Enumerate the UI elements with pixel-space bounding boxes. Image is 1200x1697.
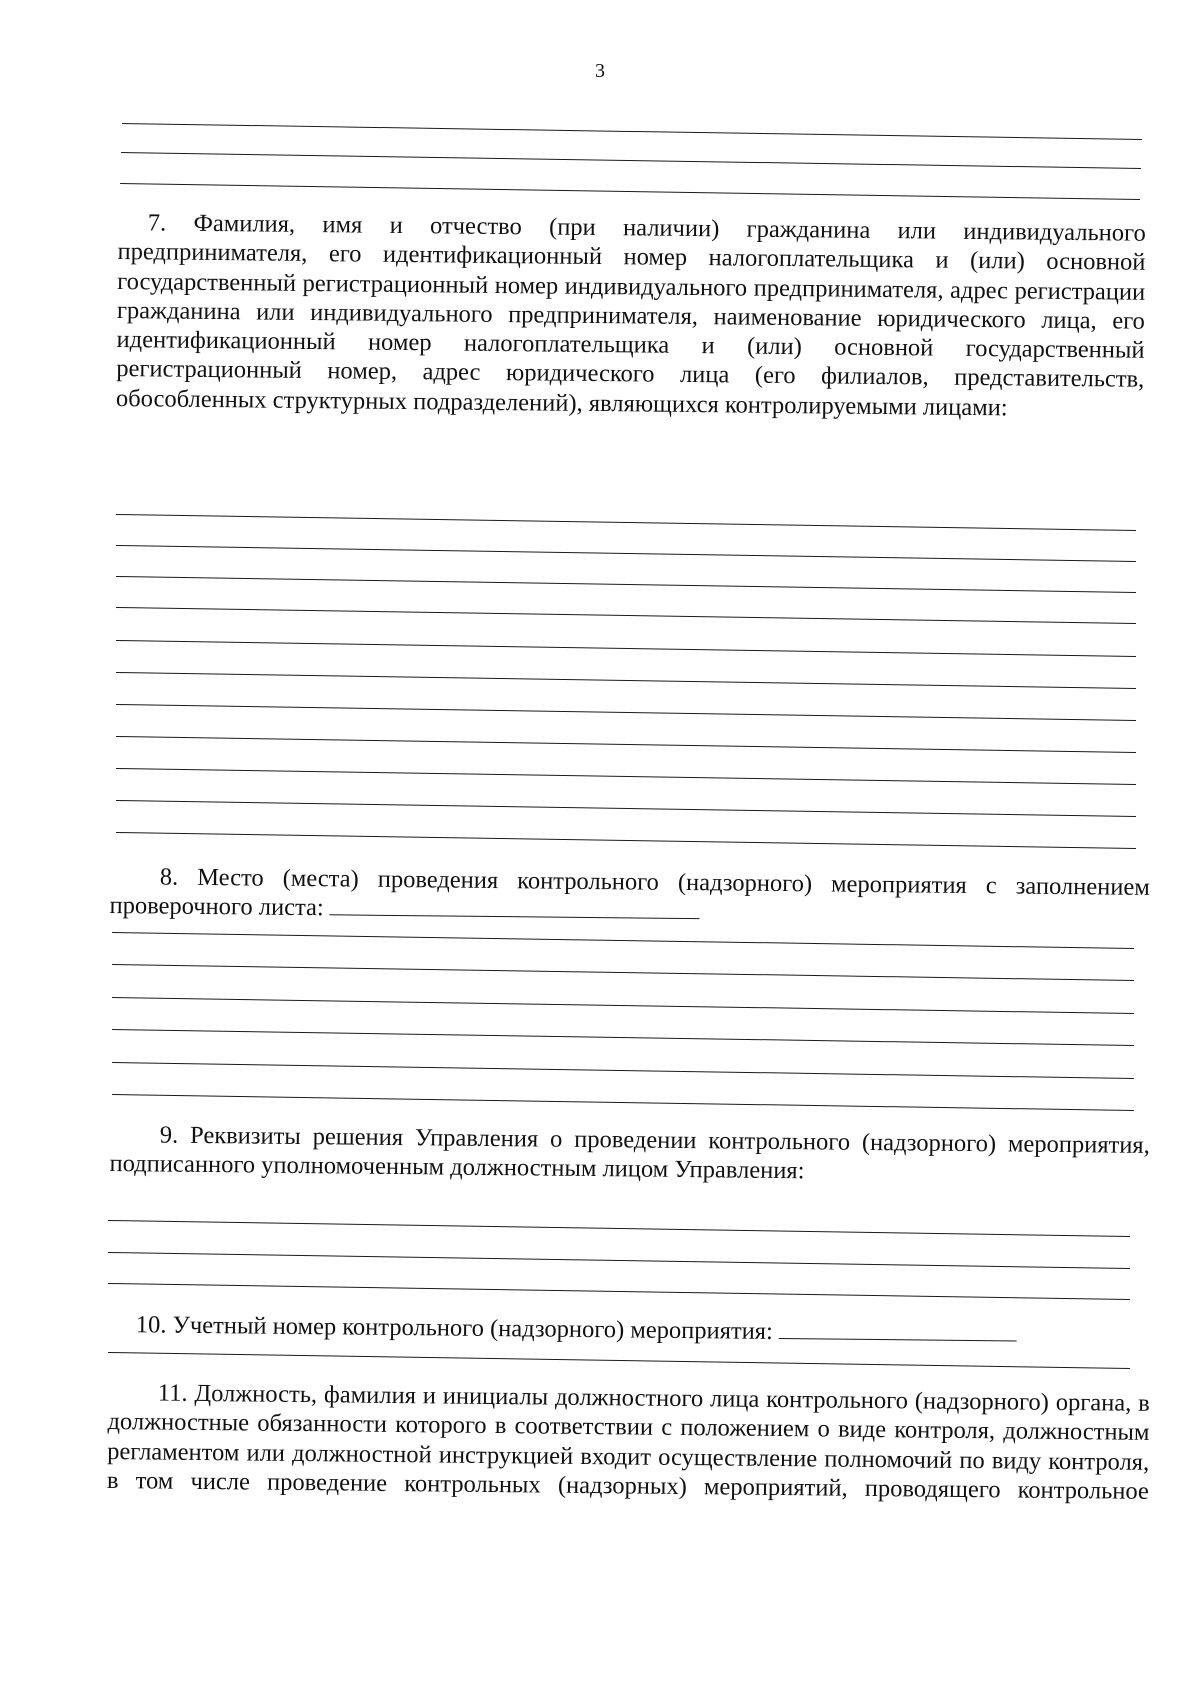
blank-line [120, 183, 1140, 200]
blank-line [116, 832, 1136, 849]
blank-line [112, 1094, 1134, 1111]
blank-line [116, 736, 1136, 753]
blank-line [112, 1062, 1134, 1079]
section-10-label: 10. Учетный номер контрольного (надзорного) мероприятия: [135, 1311, 773, 1345]
blank-line [116, 607, 1136, 624]
blank-line [330, 915, 700, 920]
section-9-text: 9. Реквизиты решения Управления о проведении контрольного (надзорного) мероприятия, подписанного уполномоченным должностным лицом Управления: [109, 1121, 1150, 1185]
blank-line [108, 1283, 1130, 1300]
blank-line [112, 964, 1134, 981]
blank-line [108, 1352, 1130, 1369]
section-10-text [110, 1310, 1150, 1350]
blank-line [112, 932, 1134, 949]
blank-line [116, 514, 1136, 531]
page-number: 3 [595, 60, 605, 82]
blank-line [779, 1338, 1017, 1341]
blank-line [122, 123, 1142, 140]
blank-line [112, 997, 1134, 1014]
blank-line [116, 768, 1136, 785]
blank-line [116, 704, 1136, 721]
blank-line [108, 1220, 1130, 1237]
section-8-text [109, 862, 1150, 931]
section-8-label: 8. Место (места) проведения контрольного (надзорного) мероприятия с заполнением проверочного листа: [109, 863, 1150, 922]
blank-line [116, 576, 1136, 593]
blank-line [116, 800, 1136, 817]
section-7-text: 7. Фамилия, имя и отчество (при наличии) гражданина или индивидуального предпринимателя, его идентификационный номер налогоплательщика и (или) основной государственный регистрационный номер индивидуального предпринимателя, адрес регистрации гражданина или индивидуального предпринимателя, наименование юридического лица, его идентификационный номер налогоплательщика и (или) основной государственный регистрационный номер, адрес юридического лица (его филиалов, представительств, обособленных структурных подразделений), являющихся контролируемыми лицами: [115, 209, 1146, 422]
blank-line [116, 545, 1136, 562]
blank-line [116, 672, 1136, 689]
blank-line [116, 640, 1136, 657]
blank-line [108, 1252, 1130, 1269]
section-11-text: 11. Должность, фамилия и инициалы должностного лица контрольного (надзорного) органа, в должностные обязанности которого в соответствии с положением о виде контроля, должностным регламентом или должностной инструкцией входит осуществление полномочий по виду контроля, в том числе проведение контрольных (надзорных) мероприятий, проводящего контрольное [106, 1379, 1150, 1505]
blank-line [121, 152, 1141, 169]
blank-line [112, 1029, 1134, 1046]
